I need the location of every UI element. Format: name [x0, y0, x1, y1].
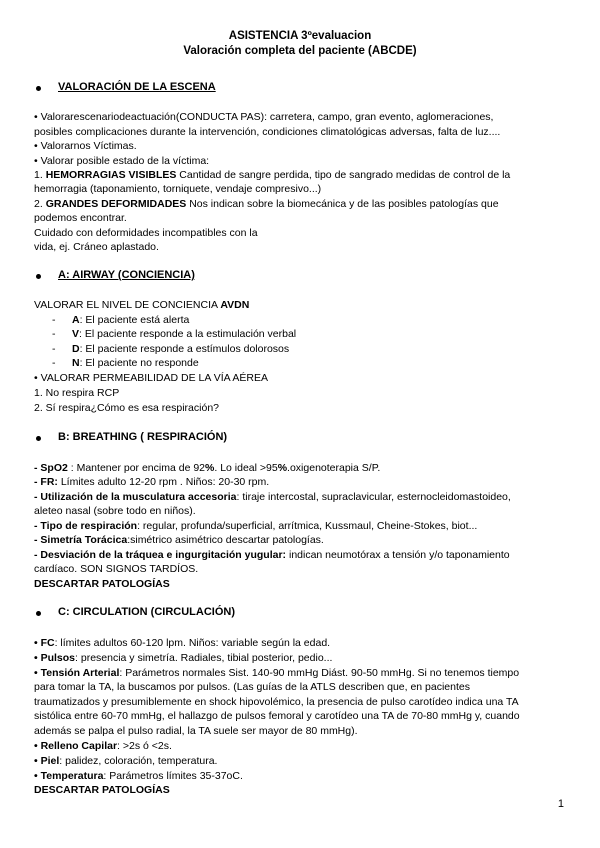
text-line: • Valorar posible estado de la víctima:	[34, 155, 210, 167]
text-line: Cuidado con deformidades incompatibles con la	[34, 227, 258, 239]
text-line: para tomar la TA, la buscamos por pulsos. (Las guías de la ATLS describen que, en pacientes	[34, 681, 470, 693]
text-line: 2. Sí respira¿Cómo es esa respiración?	[34, 402, 219, 414]
text-line: • Valorarnos Víctimas.	[34, 140, 137, 152]
section-heading-text: VALORACIÓN DE LA ESCENA	[58, 81, 216, 93]
text-line: DESCARTAR PATOLOGÍAS	[34, 784, 170, 796]
section-heading-text: B: BREATHING ( RESPIRACIÓN)	[58, 431, 228, 443]
section-heading-circulation	[58, 606, 235, 618]
section-heading-escena	[58, 81, 216, 93]
text-line: • Relleno Capilar: >2s ó <2s.	[34, 740, 172, 752]
text-line: - SpO2 : Mantener por encima de 92%. Lo ideal >95%.oxigenoterapia S/P.	[34, 462, 381, 474]
text-line: - Tipo de respiración: regular, profunda/superficial, arrítmica, Kussmaul, Cheine-Stokes, biot...	[34, 520, 478, 532]
text-line: - Desviación de la tráquea e ingurgitación yugular: indican neumotórax a tensión y/o taponamiento	[34, 549, 510, 561]
text-line: hemorragia (taponamiento, torniquete, vendaje compresivo...)	[34, 183, 322, 195]
text-line: • Piel: palidez, coloración, temperatura.	[34, 755, 218, 767]
bullet-icon	[36, 436, 41, 441]
list-item: - A: El paciente está alerta	[52, 314, 190, 326]
text-line: aleteo nasal (sobre todo en niños).	[34, 505, 196, 517]
bullet-icon	[36, 611, 41, 616]
text-line: posibles complicaciones durante la intervención, condiciones climatológicas adversas, falta de luz....	[34, 126, 501, 138]
text-line: traumatizados y presumiblemente en shock hipovolémico, la presencia de pulso carotídeo indica una TA	[34, 696, 519, 708]
text-line: DESCARTAR PATOLOGÍAS	[34, 578, 170, 590]
text-line: • Pulsos: presencia y simetría. Radiales, tibial posterior, pedio...	[34, 652, 333, 664]
list-item: - D: El paciente responde a estímulos dolorosos	[52, 343, 290, 355]
text-line: cardíaco. SON SIGNOS TARDÍOS.	[34, 563, 199, 575]
text-line: • Valorarescenariodeactuación(CONDUCTA PAS): carretera, campo, gran evento, aglomeraciones,	[34, 111, 494, 123]
text-line: • FC: límites adultos 60-120 lpm. Niños: variable según la edad.	[34, 637, 331, 649]
list-item: - V: El paciente responde a la estimulación verbal	[52, 328, 297, 340]
section-heading-text: A: AIRWAY (CONCIENCIA)	[58, 269, 195, 281]
text-line: VALORAR EL NIVEL DE CONCIENCIA AVDN	[34, 299, 250, 311]
text-line: - Simetría Torácica:simétrico asimétrico descartar patologías.	[34, 534, 324, 546]
text-line: - FR: Límites adulto 12-20 rpm . Niños: 20-30 rpm.	[34, 476, 270, 488]
section-heading-text: C: CIRCULATION (CIRCULACIÓN)	[58, 606, 235, 618]
text-line: vida, ej. Cráneo aplastado.	[34, 241, 159, 253]
text-line: podemos encontrar.	[34, 212, 127, 224]
text-line: además se palpa el pulso radial, la TA suele ser mayor de 80 mmHg).	[34, 725, 358, 737]
list-item: - N: El paciente no responde	[52, 357, 199, 369]
text-line: - Utilización de la musculatura accesoria: tiraje intercostal, supraclavicular, esternocleidomastoideo,	[34, 491, 511, 503]
text-line: • Temperatura: Parámetros límites 35-37oC.	[34, 770, 243, 782]
page-number: 1	[557, 798, 564, 810]
document-title: ASISTENCIA 3ºevaluacion	[228, 30, 372, 42]
section-heading-airway	[58, 269, 195, 281]
section-heading-breathing	[58, 431, 227, 443]
text-line: 2. GRANDES DEFORMIDADES Nos indican sobre la biomecánica y de las posibles patologías que	[34, 198, 499, 210]
text-line: • VALORAR PERMEABILIDAD DE LA VÍA AÉREA	[34, 372, 268, 384]
document-subtitle: Valoración completa del paciente (ABCDE)	[183, 45, 417, 57]
text-line: • Tensión Arterial: Parámetros normales Sist. 140-90 mmHg Diást. 90-50 mmHg. Si no tenemos tiempo	[34, 667, 520, 679]
bullet-icon	[36, 274, 41, 279]
text-line: sistólica entre 60-70 mmHg, el hallazgo de pulsos femoral y carotídeo una TA de 70-80 mmHg y, cuando	[34, 710, 520, 722]
bullet-icon	[36, 86, 41, 91]
text-line: 1. HEMORRAGIAS VISIBLES Cantidad de sangre perdida, tipo de sangrado medidas de control de la	[34, 169, 511, 181]
text-line: 1. No respira RCP	[34, 387, 120, 399]
